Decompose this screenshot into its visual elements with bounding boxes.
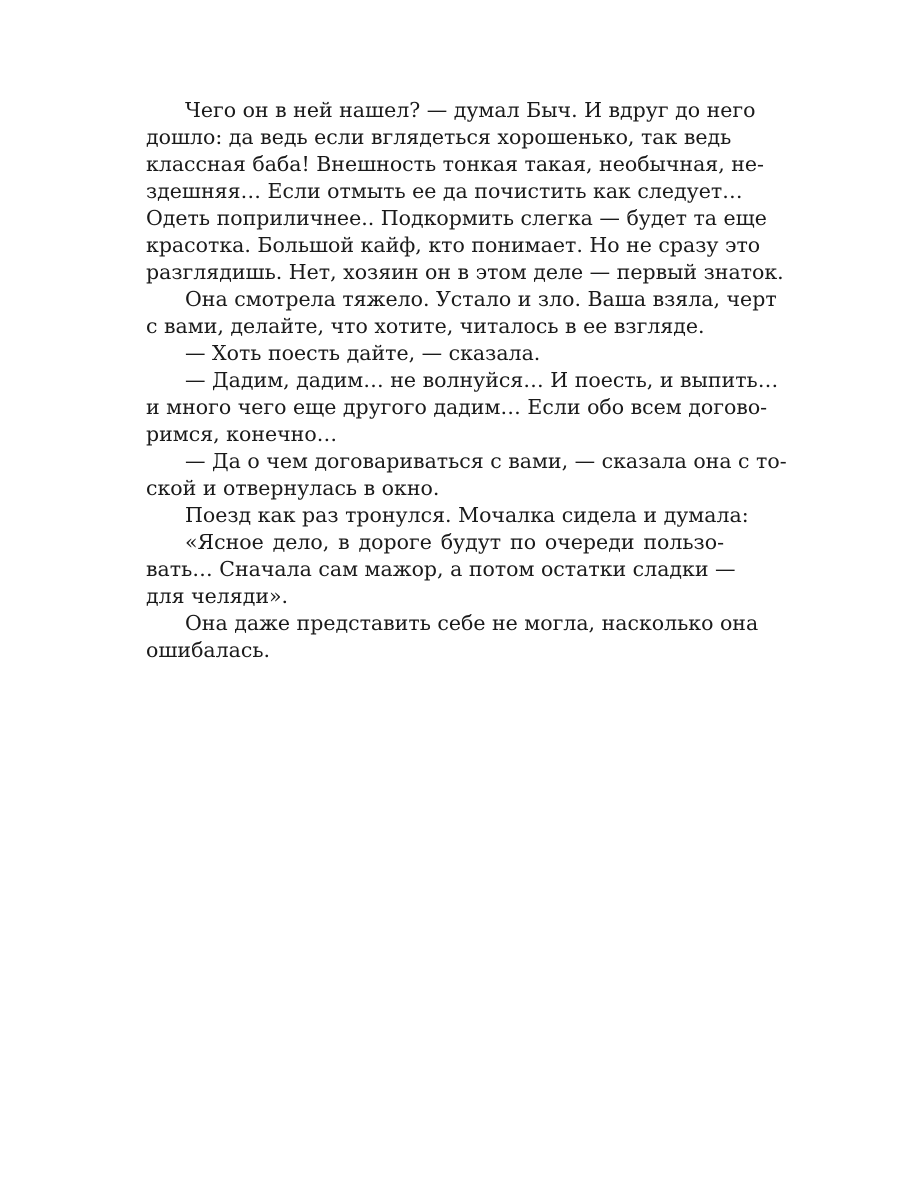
text-line: дошло: да ведь если вглядеться хорошенько, так ведь [146,125,732,149]
text-line: разглядишь. Нет, хозяин он в этом деле — первый знаток. [146,260,784,284]
text-line: римся, конечно… [146,422,338,446]
text-line: для челяди». [146,584,289,608]
text-line: Поезд как раз тронулся. Мочалка сидела и думала: [185,503,749,527]
text-line: Чего он в ней нашел? — думал Быч. И вдруг до него [185,98,756,122]
text-line: здешняя… Если отмыть ее да почистить как следует… [146,179,743,203]
text-line: классная баба! Внешность тонкая такая, необычная, не- [146,152,764,176]
text-line: — Дадим, дадим… не волнуйся… И поесть, и выпить… [185,368,779,392]
page-text [146,97,787,664]
text-line: Она даже представить себе не могла, насколько она [185,611,759,635]
text-line: и много чего еще другого дадим… Если обо всем догово- [146,395,768,419]
text-line: — Да о чем договариваться с вами, — сказала она с то- [185,449,787,473]
text-line: красотка. Большой кайф, кто понимает. Но не сразу это [146,233,761,257]
text-line: вать… Сначала сам мажор, а потом остатки сладки — [146,557,736,581]
text-line: — Хоть поесть дайте, — сказала. [185,341,541,365]
text-line: «Ясное дело, в дороге будут по очереди пользо- [185,530,724,554]
text-line: Она смотрела тяжело. Устало и зло. Ваша взяла, черт [185,287,777,311]
text-line: с вами, делайте, что хотите, читалось в ее взгляде. [146,314,705,338]
text-line: Одеть поприличнее.. Подкормить слегка — будет та еще [146,206,767,230]
text-line: ской и отвернулась в окно. [146,476,440,500]
text-line: ошибалась. [146,638,271,662]
